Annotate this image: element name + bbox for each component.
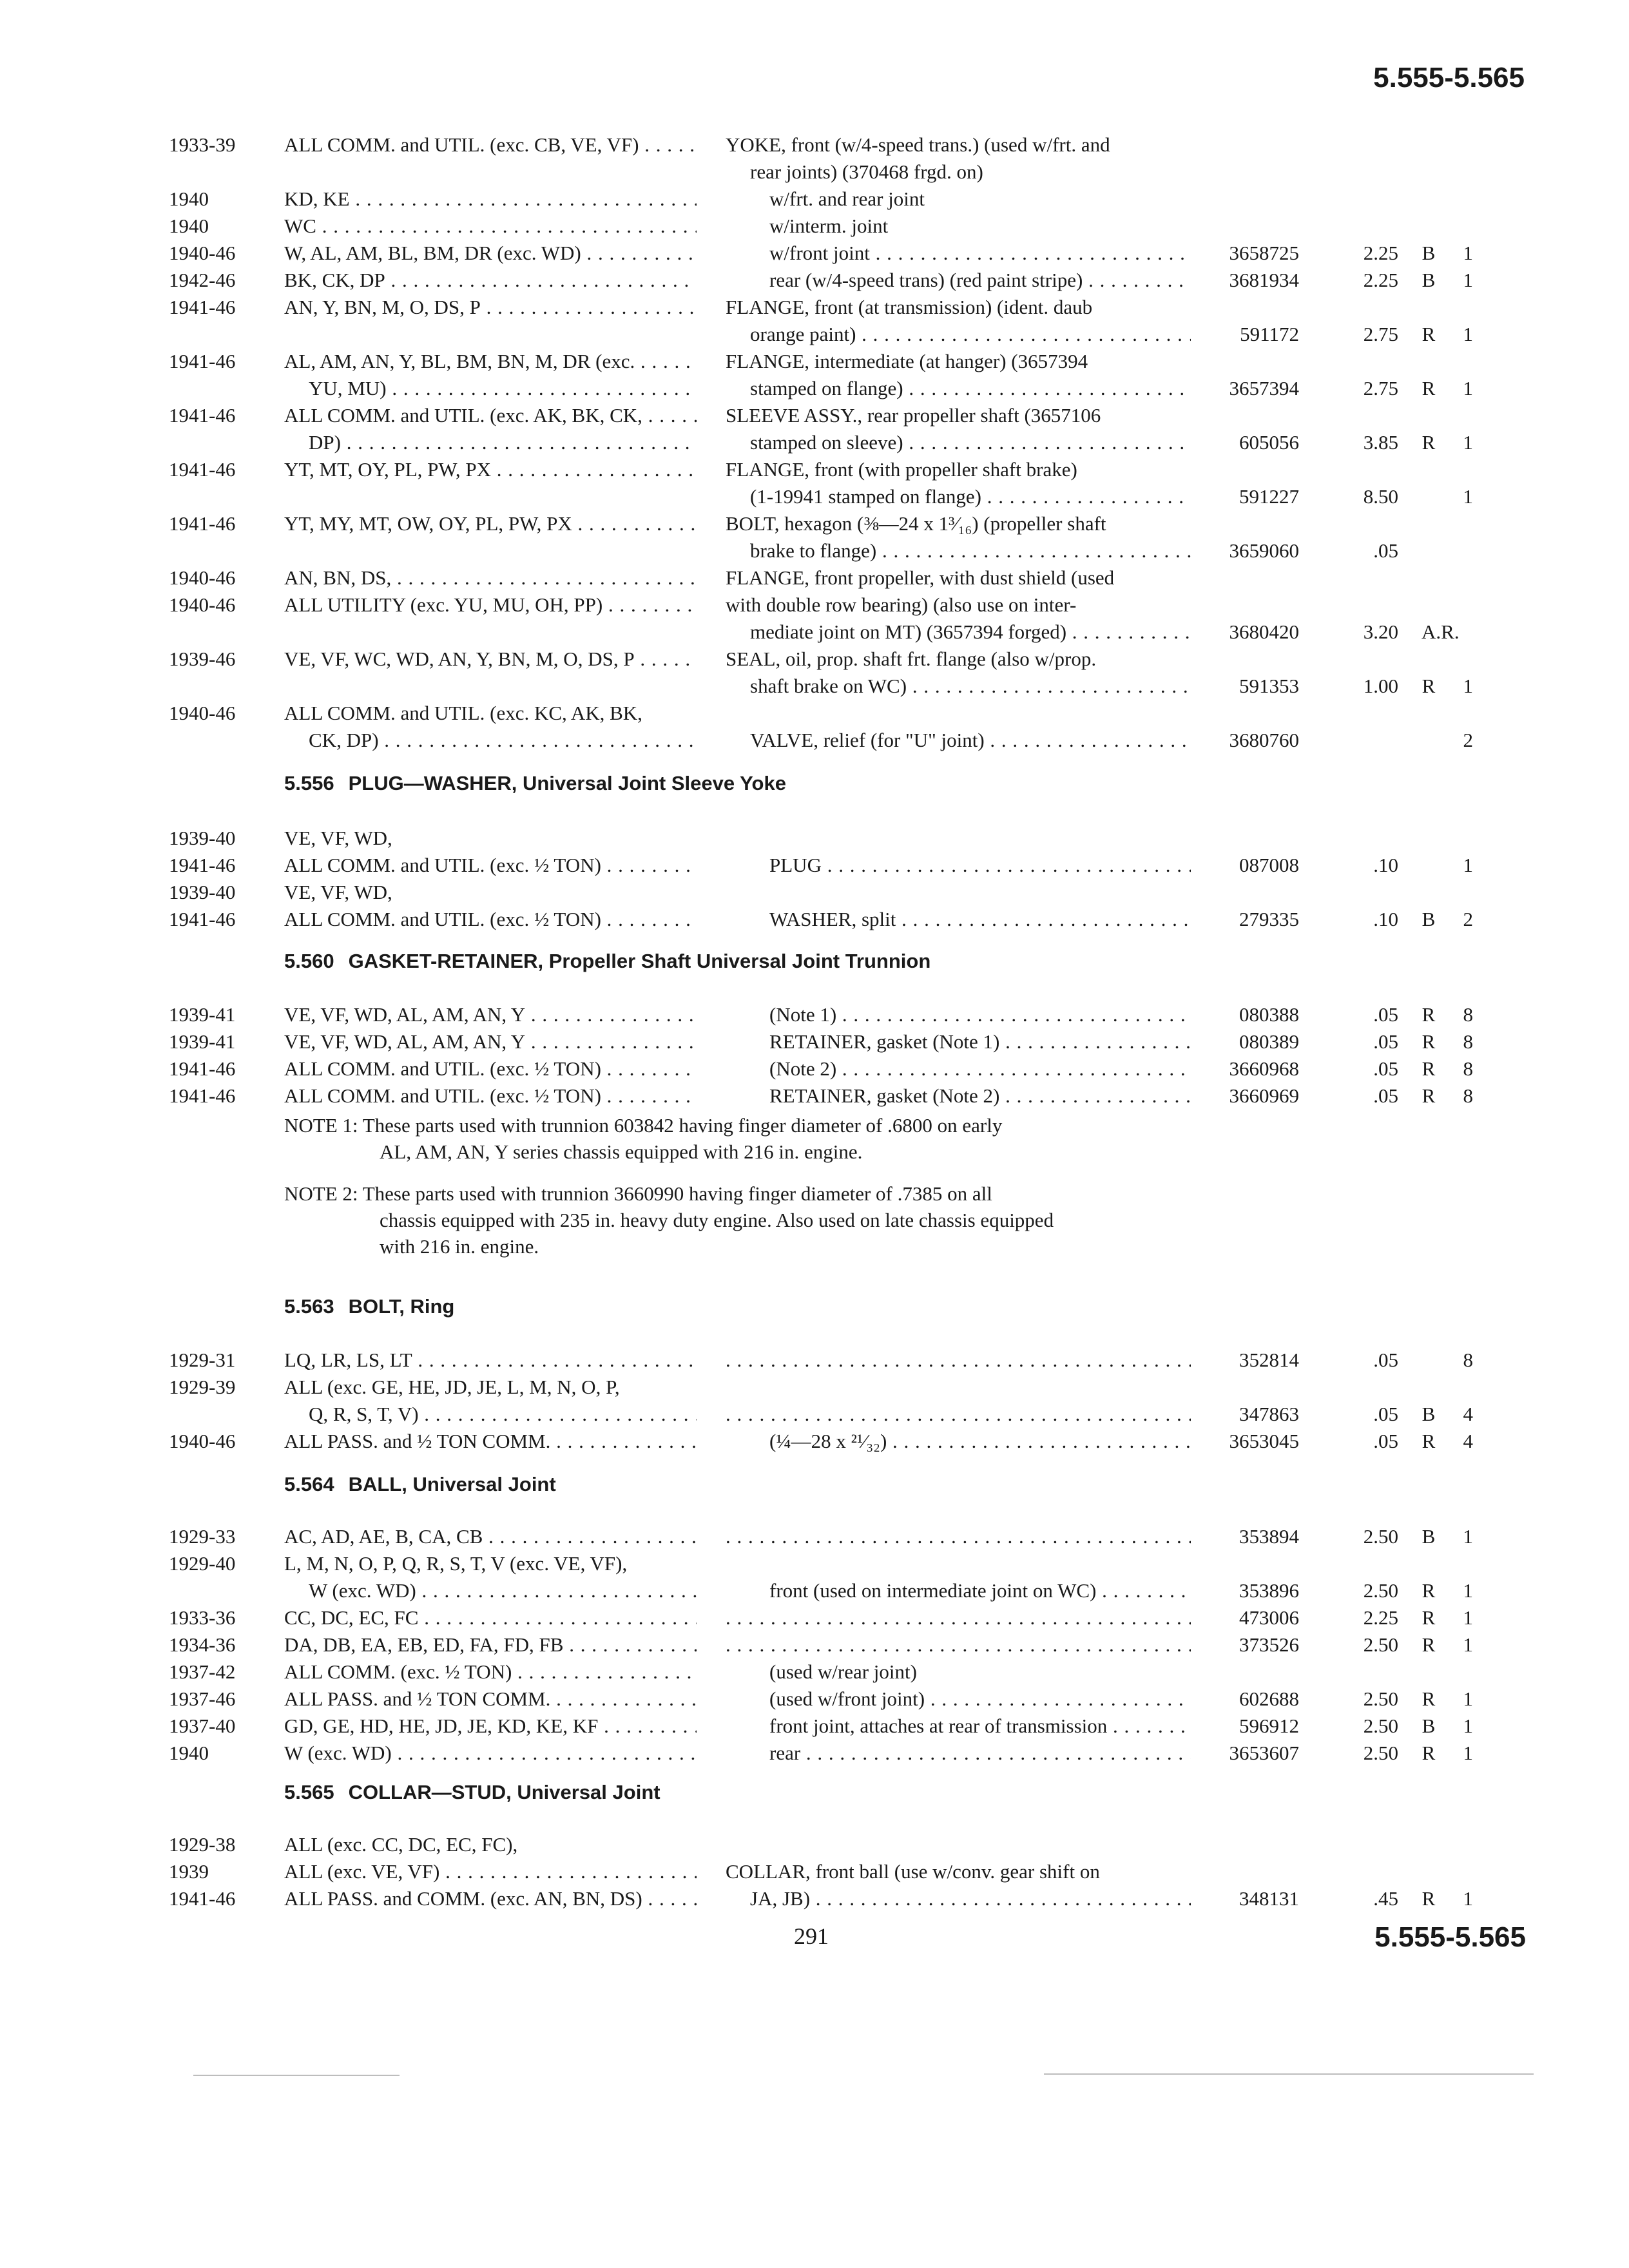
year-cell: 1929-40 <box>169 1552 236 1575</box>
code-cell: R <box>1422 1579 1436 1602</box>
models-cell: W (exc. WD) . . . <box>284 1740 697 1766</box>
table-row <box>0 1604 1629 1631</box>
models-cell: AN, BN, DS, . . . <box>284 564 697 591</box>
quantity-cell: 1 <box>1463 854 1473 876</box>
quantity-cell: 1 <box>1463 1742 1473 1764</box>
table-row <box>0 1658 1629 1685</box>
models-cell: VE, VF, WD, AL, AM, AN, Y . . . <box>284 1001 697 1028</box>
section-heading-5-563 <box>284 1295 454 1318</box>
models-cell: L, M, N, O, P, Q, R, S, T, V (exc. VE, VF), <box>284 1552 628 1575</box>
description-cell <box>726 1631 1191 1658</box>
page-number: 291 <box>794 1923 829 1949</box>
code-cell: B <box>1422 269 1436 291</box>
models-cell: YU, MU) . . . <box>309 375 697 401</box>
table-row <box>0 186 1629 212</box>
table-row <box>0 159 1629 185</box>
part-number-cell: 3680420 <box>1229 620 1299 643</box>
models-cell: DA, DB, EA, EB, ED, FA, FD, FB . . . <box>284 1631 697 1658</box>
year-cell: 1939-46 <box>169 648 236 670</box>
table-row <box>0 1631 1629 1658</box>
section-title: BALL, Universal Joint <box>348 1473 556 1495</box>
description-cell: FLANGE, front (with propeller shaft brake) <box>726 458 1077 481</box>
description-cell <box>726 1347 1191 1373</box>
price-cell: 2.75 <box>1363 323 1398 345</box>
year-cell: 1929-38 <box>169 1833 236 1856</box>
description-cell: (1-19941 stamped on flange) . . . <box>750 483 1191 510</box>
table-row <box>0 727 1629 753</box>
models-cell: ALL COMM. and UTIL. (exc. AK, BK, CK, . . . <box>284 402 697 428</box>
table-row <box>0 375 1629 401</box>
table-row <box>0 1055 1629 1082</box>
table-row <box>0 1028 1629 1055</box>
description-cell: RETAINER, gasket (Note 1) . . . <box>769 1028 1191 1055</box>
table-row <box>0 1347 1629 1373</box>
code-cell: R <box>1422 1030 1436 1053</box>
year-cell: 1929-39 <box>169 1376 236 1398</box>
part-number-cell: 591353 <box>1239 675 1299 697</box>
quantity-cell: 1 <box>1463 1525 1473 1548</box>
section-heading-5-556 <box>284 772 786 795</box>
price-cell: 2.50 <box>1363 1687 1398 1710</box>
section-heading-5-560 <box>284 950 930 973</box>
price-cell: 2.25 <box>1363 1606 1398 1629</box>
section-title: COLLAR—STUD, Universal Joint <box>348 1781 660 1803</box>
description-cell: rear . . . <box>769 1740 1191 1766</box>
table-row <box>0 537 1629 564</box>
code-cell: R <box>1422 431 1436 454</box>
year-cell: 1940-46 <box>169 242 236 264</box>
quantity-cell: 2 <box>1463 908 1473 930</box>
table-row <box>0 1082 1629 1109</box>
code-cell: R <box>1422 1742 1436 1764</box>
quantity-cell: 1 <box>1463 377 1473 399</box>
quantity-cell: 8 <box>1463 1084 1473 1107</box>
code-cell: R <box>1422 1084 1436 1107</box>
description-cell: rear joints) (370468 frgd. on) <box>750 160 983 183</box>
section-title: GASKET-RETAINER, Propeller Shaft Universal Joint Trunnion <box>348 950 931 972</box>
models-cell: ALL PASS. and ½ TON COMM. . . . <box>284 1428 697 1454</box>
price-cell: 2.50 <box>1363 1525 1398 1548</box>
price-cell: .10 <box>1373 908 1398 930</box>
quantity-cell: 1 <box>1463 1715 1473 1737</box>
note-line: NOTE 2: These parts used with trunnion 3660990 having finger diameter of .7385 on all <box>284 1182 992 1205</box>
part-number-cell: 080389 <box>1239 1030 1299 1053</box>
price-cell: .05 <box>1373 1030 1398 1053</box>
price-cell: 2.50 <box>1363 1579 1398 1602</box>
year-cell: 1937-40 <box>169 1715 236 1737</box>
year-cell: 1939-40 <box>169 827 236 849</box>
table-row <box>0 1577 1629 1604</box>
code-cell: R <box>1422 1430 1436 1452</box>
models-cell: ALL (exc. GE, HE, JD, JE, L, M, N, O, P, <box>284 1376 620 1398</box>
part-number-cell: 596912 <box>1239 1715 1299 1737</box>
price-cell: 2.50 <box>1363 1633 1398 1656</box>
code-cell: R <box>1422 1687 1436 1710</box>
description-cell: JA, JB) . . . <box>750 1885 1191 1912</box>
table-row <box>0 1713 1629 1739</box>
year-cell: 1934-36 <box>169 1633 236 1656</box>
table-row <box>0 402 1629 428</box>
quantity-cell: 1 <box>1463 323 1473 345</box>
code-cell: B <box>1422 242 1436 264</box>
models-cell: ALL COMM. and UTIL. (exc. ½ TON) . . . <box>284 906 697 932</box>
price-cell: .05 <box>1373 1057 1398 1080</box>
table-row <box>0 646 1629 672</box>
table-row <box>0 483 1629 510</box>
models-cell: ALL COMM. (exc. ½ TON) . . . <box>284 1658 697 1685</box>
models-cell: AL, AM, AN, Y, BL, BM, BN, M, DR (exc. . . . <box>284 348 697 374</box>
part-number-cell: 3658725 <box>1229 242 1299 264</box>
code-cell: R <box>1422 323 1436 345</box>
models-cell: VE, VF, WD, <box>284 881 392 903</box>
description-cell: orange paint) . . . <box>750 321 1191 347</box>
note-1 <box>284 1112 1199 1165</box>
models-cell: LQ, LR, LS, LT . . . <box>284 1347 697 1373</box>
price-cell: 2.50 <box>1363 1742 1398 1764</box>
description-cell: FLANGE, front propeller, with dust shield (used <box>726 566 1115 589</box>
section-number: 5.556 <box>284 772 334 794</box>
table-row <box>0 1740 1629 1766</box>
part-number-cell: 3659060 <box>1229 539 1299 562</box>
note-2 <box>284 1180 1199 1260</box>
section-number: 5.560 <box>284 950 334 972</box>
description-cell: w/front joint . . . <box>769 240 1191 266</box>
table-row <box>0 510 1629 537</box>
section-number: 5.563 <box>284 1295 334 1318</box>
quantity-cell: A.R. <box>1422 620 1460 643</box>
models-cell: ALL COMM. and UTIL. (exc. KC, AK, BK, <box>284 702 642 724</box>
description-cell: RETAINER, gasket (Note 2) . . . <box>769 1082 1191 1109</box>
quantity-cell: 1 <box>1463 1579 1473 1602</box>
year-cell: 1939-41 <box>169 1003 236 1026</box>
year-cell: 1941-46 <box>169 1887 236 1910</box>
part-number-cell: 591172 <box>1240 323 1299 345</box>
section-title: PLUG—WASHER, Universal Joint Sleeve Yoke <box>348 772 786 794</box>
section-heading-5-564 <box>284 1473 556 1496</box>
part-number-cell: 602688 <box>1239 1687 1299 1710</box>
table-row <box>0 429 1629 456</box>
year-cell: 1941-46 <box>169 1057 236 1080</box>
table-row <box>0 673 1629 699</box>
code-cell: B <box>1422 1715 1436 1737</box>
description-cell: stamped on sleeve) . . . <box>750 429 1191 456</box>
quantity-cell: 8 <box>1463 1349 1473 1371</box>
part-number-cell: 279335 <box>1239 908 1299 930</box>
page-range-footer: 5.555-5.565 <box>1374 1921 1526 1953</box>
year-cell: 1941-46 <box>169 404 236 427</box>
description-cell: rear (w/4-speed trans) (red paint stripe) . . . <box>769 267 1191 293</box>
code-cell: R <box>1422 1606 1436 1629</box>
quantity-cell: 4 <box>1463 1403 1473 1425</box>
description-cell: front joint, attaches at rear of transmission . . . <box>769 1713 1191 1739</box>
quantity-cell: 1 <box>1463 431 1473 454</box>
table-row <box>0 619 1629 645</box>
description-cell: WASHER, split . . . <box>769 906 1191 932</box>
description-cell: PLUG . . . <box>769 852 1191 878</box>
code-cell: R <box>1422 1887 1436 1910</box>
description-cell: w/frt. and rear joint <box>769 187 925 210</box>
models-cell: GD, GE, HD, HE, JD, JE, KD, KE, KF . . . <box>284 1713 697 1739</box>
year-cell: 1940 <box>169 215 209 237</box>
table-row <box>0 1885 1629 1912</box>
table-row <box>0 879 1629 905</box>
scan-artifact-line <box>193 2075 400 2076</box>
table-row <box>0 1523 1629 1550</box>
code-cell: B <box>1422 908 1436 930</box>
table-row <box>0 348 1629 374</box>
table-row <box>0 906 1629 932</box>
description-cell: stamped on flange) . . . <box>750 375 1191 401</box>
part-number-cell: 3680760 <box>1229 729 1299 751</box>
models-cell: WC . . . <box>284 213 697 239</box>
models-cell: ALL COMM. and UTIL. (exc. ½ TON) . . . <box>284 852 697 878</box>
table-row <box>0 1831 1629 1858</box>
part-number-cell: 3681934 <box>1229 269 1299 291</box>
year-cell: 1933-39 <box>169 133 236 156</box>
models-cell: ALL (exc. VE, VF) . . . <box>284 1858 697 1885</box>
table-row <box>0 294 1629 320</box>
description-cell: shaft brake on WC) . . . <box>750 673 1191 699</box>
code-cell: R <box>1422 675 1436 697</box>
part-number-cell: 353896 <box>1239 1579 1299 1602</box>
models-cell: YT, MY, MT, OW, OY, PL, PW, PX . . . <box>284 510 697 537</box>
part-number-cell: 352814 <box>1239 1349 1299 1371</box>
description-cell <box>726 1401 1191 1427</box>
quantity-cell: 1 <box>1463 1633 1473 1656</box>
price-cell: 8.50 <box>1363 485 1398 508</box>
quantity-cell: 1 <box>1463 675 1473 697</box>
table-row <box>0 591 1629 618</box>
note-line: AL, AM, AN, Y series chassis equipped with 216 in. engine. <box>380 1140 863 1163</box>
models-cell: CC, DC, EC, FC . . . <box>284 1604 697 1631</box>
description-cell: FLANGE, intermediate (at hanger) (3657394 <box>726 350 1088 372</box>
description-cell: (used w/rear joint) <box>769 1660 917 1683</box>
year-cell: 1940-46 <box>169 702 236 724</box>
models-cell: VE, VF, WD, <box>284 827 392 849</box>
models-cell: KD, KE . . . <box>284 186 697 212</box>
code-cell: R <box>1422 377 1436 399</box>
price-cell: 3.20 <box>1363 620 1398 643</box>
models-cell: VE, VF, WD, AL, AM, AN, Y . . . <box>284 1028 697 1055</box>
price-cell: 2.75 <box>1363 377 1398 399</box>
models-cell: AN, Y, BN, M, O, DS, P . . . <box>284 294 697 320</box>
quantity-cell: 8 <box>1463 1057 1473 1080</box>
year-cell: 1929-31 <box>169 1349 236 1371</box>
year-cell: 1937-42 <box>169 1660 236 1683</box>
part-number-cell: 3653045 <box>1229 1430 1299 1452</box>
table-row <box>0 1401 1629 1427</box>
price-cell: .05 <box>1373 1403 1398 1425</box>
part-number-cell: 347863 <box>1239 1403 1299 1425</box>
description-cell: brake to flange) . . . <box>750 537 1191 564</box>
table-row <box>0 213 1629 239</box>
year-cell: 1941-46 <box>169 512 236 535</box>
price-cell: 2.25 <box>1363 242 1398 264</box>
part-number-cell: 3653607 <box>1229 1742 1299 1764</box>
models-cell: ALL (exc. CC, DC, EC, FC), <box>284 1833 518 1856</box>
code-cell: R <box>1422 1003 1436 1026</box>
section-heading-5-565 <box>284 1781 660 1804</box>
part-number-cell: 591227 <box>1239 485 1299 508</box>
models-cell: BK, CK, DP . . . <box>284 267 697 293</box>
year-cell: 1941-46 <box>169 458 236 481</box>
part-number-cell: 353894 <box>1239 1525 1299 1548</box>
year-cell: 1939-40 <box>169 881 236 903</box>
description-cell: FLANGE, front (at transmission) (ident. daub <box>726 296 1093 318</box>
table-row <box>0 825 1629 851</box>
description-cell <box>726 1604 1191 1631</box>
year-cell: 1937-46 <box>169 1687 236 1710</box>
price-cell: .45 <box>1373 1887 1398 1910</box>
scan-artifact-line <box>1044 2073 1534 2075</box>
description-cell: (Note 1) . . . <box>769 1001 1191 1028</box>
models-cell: ALL UTILITY (exc. YU, MU, OH, PP) . . . <box>284 591 697 618</box>
price-cell: 3.85 <box>1363 431 1398 454</box>
models-cell: VE, VF, WC, WD, AN, Y, BN, M, O, DS, P . . . <box>284 646 697 672</box>
price-cell: 2.25 <box>1363 269 1398 291</box>
models-cell: ALL COMM. and UTIL. (exc. CB, VE, VF) . . . <box>284 131 697 158</box>
part-number-cell: 3660968 <box>1229 1057 1299 1080</box>
table-row <box>0 700 1629 726</box>
price-cell: 2.50 <box>1363 1715 1398 1737</box>
models-cell: ALL PASS. and COMM. (exc. AN, BN, DS) . . . <box>284 1885 697 1912</box>
quantity-cell: 1 <box>1463 1887 1473 1910</box>
quantity-cell: 1 <box>1463 1687 1473 1710</box>
description-cell: (used w/front joint) . . . <box>769 1686 1191 1712</box>
price-cell: .05 <box>1373 1084 1398 1107</box>
code-cell: R <box>1422 1057 1436 1080</box>
year-cell: 1933-36 <box>169 1606 236 1629</box>
quantity-cell: 1 <box>1463 1606 1473 1629</box>
year-cell: 1941-46 <box>169 1084 236 1107</box>
description-cell: VALVE, relief (for "U" joint) . . . <box>750 727 1191 753</box>
year-cell: 1942-46 <box>169 269 236 291</box>
code-cell: B <box>1422 1525 1436 1548</box>
description-cell: YOKE, front (w/4-speed trans.) (used w/frt. and <box>726 133 1110 156</box>
models-cell: AC, AD, AE, B, CA, CB . . . <box>284 1523 697 1550</box>
table-row <box>0 267 1629 293</box>
note-line: with 216 in. engine. <box>380 1235 539 1258</box>
table-row <box>0 1858 1629 1885</box>
table-row <box>0 1374 1629 1400</box>
description-cell: SEAL, oil, prop. shaft frt. flange (also w/prop. <box>726 648 1097 670</box>
part-number-cell: 3657394 <box>1229 377 1299 399</box>
quantity-cell: 8 <box>1463 1003 1473 1026</box>
note-line: NOTE 1: These parts used with trunnion 603842 having finger diameter of .6800 on early <box>284 1114 1003 1137</box>
description-cell <box>726 1523 1191 1550</box>
part-number-cell: 3660969 <box>1229 1084 1299 1107</box>
models-cell: W (exc. WD) . . . <box>309 1577 697 1604</box>
year-cell: 1940-46 <box>169 566 236 589</box>
description-cell: (¼—28 x ²¹⁄₃₂) . . . <box>769 1428 1191 1454</box>
table-row <box>0 321 1629 347</box>
code-cell: R <box>1422 1633 1436 1656</box>
code-cell: B <box>1422 1403 1436 1425</box>
models-cell: ALL COMM. and UTIL. (exc. ½ TON) . . . <box>284 1055 697 1082</box>
year-cell: 1941-46 <box>169 908 236 930</box>
year-cell: 1939-41 <box>169 1030 236 1053</box>
quantity-cell: 1 <box>1463 242 1473 264</box>
models-cell: W, AL, AM, BL, BM, DR (exc. WD) . . . <box>284 240 697 266</box>
models-cell: Q, R, S, T, V) . . . <box>309 1401 697 1427</box>
part-number-cell: 348131 <box>1239 1887 1299 1910</box>
table-row <box>0 1428 1629 1454</box>
table-row <box>0 1686 1629 1712</box>
quantity-cell: 1 <box>1463 485 1473 508</box>
year-cell: 1941-46 <box>169 854 236 876</box>
year-cell: 1941-46 <box>169 296 236 318</box>
part-number-cell: 080388 <box>1239 1003 1299 1026</box>
description-cell: BOLT, hexagon (⅜—24 x 1³⁄₁₆) (propeller shaft <box>726 512 1106 535</box>
year-cell: 1941-46 <box>169 350 236 372</box>
description-cell: front (used on intermediate joint on WC) . . . <box>769 1577 1191 1604</box>
year-cell: 1929-33 <box>169 1525 236 1548</box>
quantity-cell: 4 <box>1463 1430 1473 1452</box>
section-number: 5.564 <box>284 1473 334 1495</box>
part-number-cell: 373526 <box>1239 1633 1299 1656</box>
table-row <box>0 456 1629 483</box>
price-cell: .05 <box>1373 539 1398 562</box>
description-cell: SLEEVE ASSY., rear propeller shaft (3657106 <box>726 404 1101 427</box>
section-number: 5.565 <box>284 1781 334 1803</box>
part-number-cell: 473006 <box>1239 1606 1299 1629</box>
models-cell: CK, DP) . . . <box>309 727 697 753</box>
year-cell: 1940-46 <box>169 1430 236 1452</box>
price-cell: 1.00 <box>1363 675 1398 697</box>
models-cell: ALL COMM. and UTIL. (exc. ½ TON) . . . <box>284 1082 697 1109</box>
description-cell: with double row bearing) (also use on inter- <box>726 593 1077 616</box>
models-cell: DP) . . . <box>309 429 697 456</box>
year-cell: 1940-46 <box>169 593 236 616</box>
page-range-header: 5.555-5.565 <box>1373 62 1525 93</box>
year-cell: 1940 <box>169 1742 209 1764</box>
quantity-cell: 1 <box>1463 269 1473 291</box>
table-row <box>0 240 1629 266</box>
section-title: BOLT, Ring <box>348 1295 455 1318</box>
table-row <box>0 564 1629 591</box>
note-line: chassis equipped with 235 in. heavy duty engine. Also used on late chassis equipped <box>380 1209 1054 1231</box>
description-cell: COLLAR, front ball (use w/conv. gear shift on <box>726 1860 1100 1883</box>
price-cell: .05 <box>1373 1349 1398 1371</box>
year-cell: 1940 <box>169 187 209 210</box>
price-cell: .05 <box>1373 1003 1398 1026</box>
table-row <box>0 1001 1629 1028</box>
description-cell: (Note 2) . . . <box>769 1055 1191 1082</box>
models-cell: ALL PASS. and ½ TON COMM. . . . <box>284 1686 697 1712</box>
quantity-cell: 8 <box>1463 1030 1473 1053</box>
description-cell: mediate joint on MT) (3657394 forged) . . . <box>750 619 1191 645</box>
table-row <box>0 1550 1629 1577</box>
quantity-cell: 2 <box>1463 729 1473 751</box>
part-number-cell: 605056 <box>1239 431 1299 454</box>
description-cell: w/interm. joint <box>769 215 889 237</box>
part-number-cell: 087008 <box>1239 854 1299 876</box>
price-cell: .10 <box>1373 854 1398 876</box>
table-row <box>0 131 1629 158</box>
table-row <box>0 852 1629 878</box>
models-cell: YT, MT, OY, PL, PW, PX . . . <box>284 456 697 483</box>
year-cell: 1939 <box>169 1860 209 1883</box>
price-cell: .05 <box>1373 1430 1398 1452</box>
